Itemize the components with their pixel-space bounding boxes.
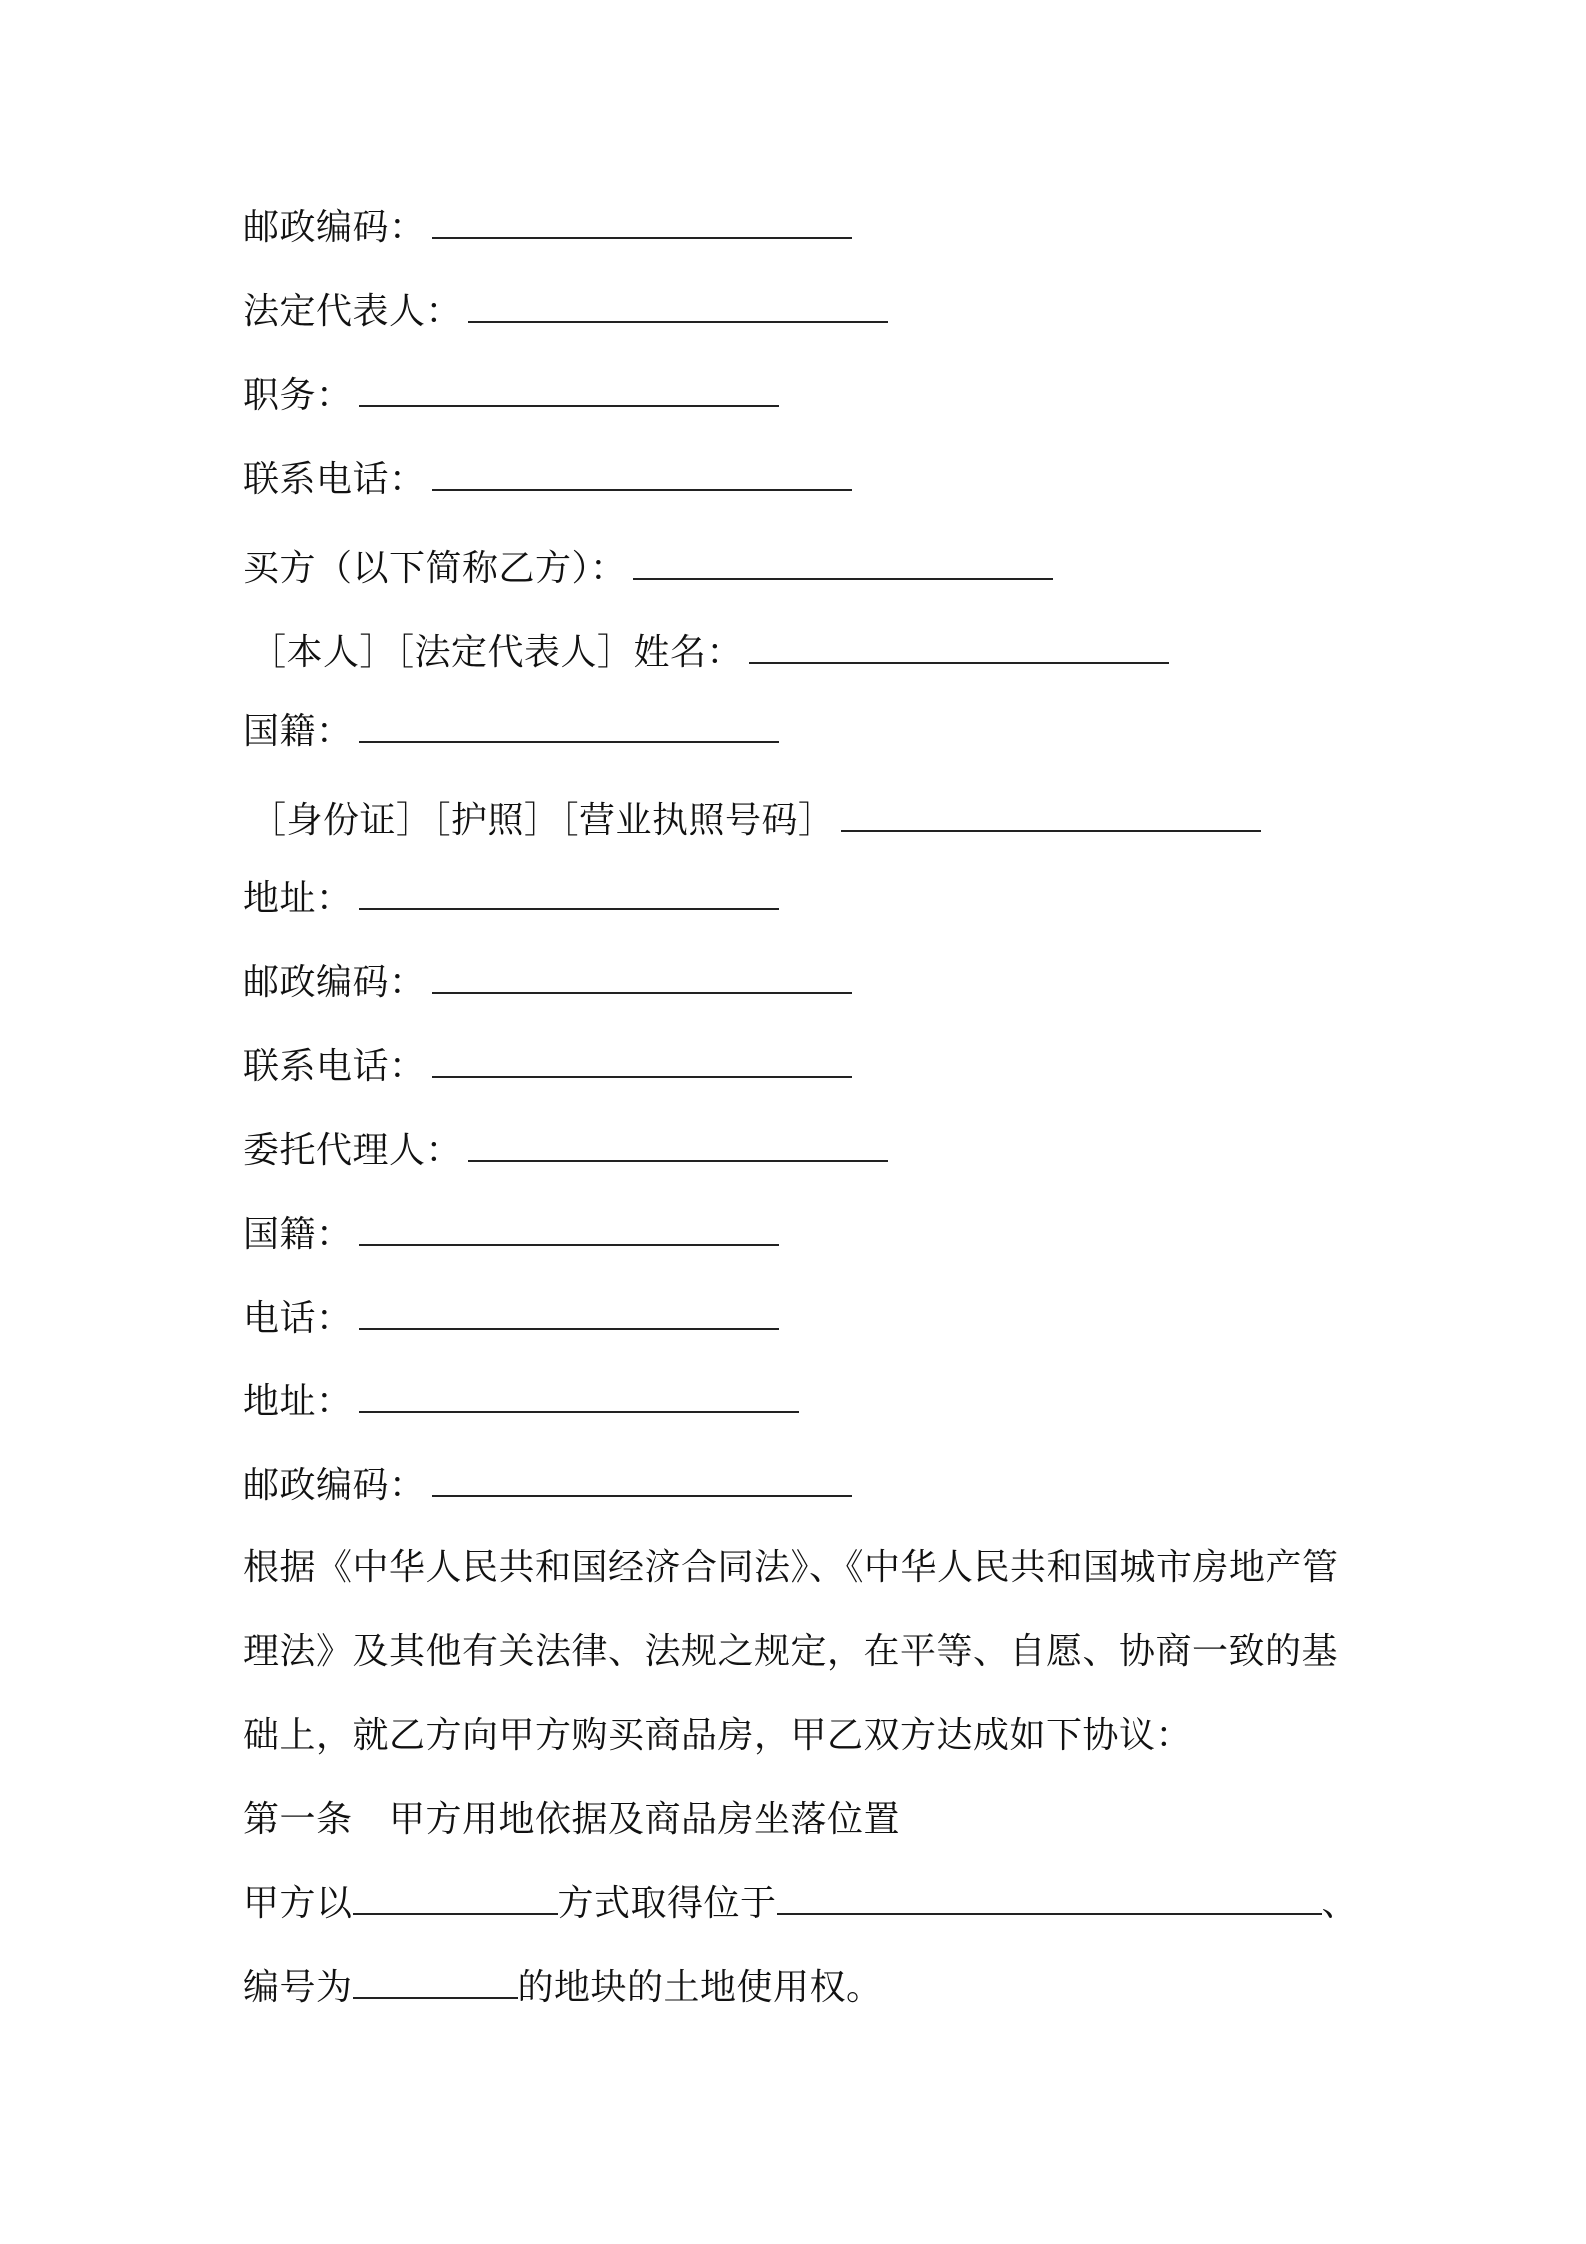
clause-text-number: 编号为	[243, 1967, 353, 2008]
id-number-label: ［身份证］［护照］［营业执照号码］	[250, 800, 835, 841]
buyer-postal-code-row	[243, 957, 852, 1009]
agent-nationality-row	[243, 1209, 779, 1261]
id-number-blank[interactable]	[841, 796, 1261, 832]
agent-address-blank[interactable]	[359, 1377, 799, 1413]
id-number-row	[250, 795, 1261, 847]
paragraph-line-3: 础上，就乙方向甲方购买商品房，甲乙双方达成如下协议：	[243, 1715, 1193, 1756]
buyer-contact-phone-label: 联系电话：	[243, 1046, 426, 1087]
agent-address-row	[243, 1376, 799, 1428]
buyer-name-row	[250, 627, 1169, 679]
agent-postal-code-row	[243, 1460, 852, 1512]
nationality-row	[243, 706, 779, 758]
agent-nationality-label: 国籍：	[243, 1214, 353, 1255]
agent-nationality-blank[interactable]	[359, 1210, 779, 1246]
article-1-number-row	[243, 1962, 883, 2014]
contact-phone-blank[interactable]	[432, 455, 852, 491]
address-row	[243, 873, 779, 925]
position-blank[interactable]	[359, 371, 779, 407]
buyer-label: 买方（以下简称乙方）：	[243, 548, 627, 589]
acquisition-method-blank[interactable]	[353, 1879, 558, 1915]
address-label: 地址：	[243, 878, 353, 919]
agent-row	[243, 1125, 888, 1177]
legal-representative-row	[243, 286, 888, 338]
nationality-blank[interactable]	[359, 707, 779, 743]
agent-label: 委托代理人：	[243, 1130, 463, 1171]
article-1-clause-row	[243, 1878, 1358, 1930]
paragraph-line-1: 根据《中华人民共和国经济合同法》、《中华人民共和国城市房地产管	[243, 1547, 1339, 1588]
clause-text-method: 甲方以	[243, 1883, 353, 1924]
buyer-postal-code-blank[interactable]	[432, 958, 852, 994]
buyer-blank[interactable]	[633, 544, 1053, 580]
nationality-label: 国籍：	[243, 711, 353, 752]
paragraph-line-2: 理法》及其他有关法律、法规之规定，在平等、自愿、协商一致的基	[243, 1631, 1339, 1672]
agent-postal-code-label: 邮政编码：	[243, 1465, 426, 1506]
buyer-contact-phone-blank[interactable]	[432, 1042, 852, 1078]
article-1-heading: 第一条 甲方用地依据及商品房坐落位置	[243, 1799, 901, 1840]
agent-phone-blank[interactable]	[359, 1294, 779, 1330]
clause-text-comma: 、	[1321, 1883, 1359, 1924]
buyer-row	[243, 543, 1053, 595]
postal-code-label: 邮政编码：	[243, 207, 426, 248]
position-label: 职务：	[243, 375, 353, 416]
clause-text-land-use: 的地块的土地使用权。	[517, 1967, 883, 2008]
plot-number-blank[interactable]	[353, 1963, 518, 1999]
contact-phone-label: 联系电话：	[243, 459, 426, 500]
agent-phone-label: 电话：	[243, 1298, 353, 1339]
address-blank[interactable]	[359, 874, 779, 910]
agent-address-label: 地址：	[243, 1381, 353, 1422]
legal-representative-blank[interactable]	[468, 287, 888, 323]
postal-code-blank[interactable]	[432, 203, 852, 239]
buyer-name-label: ［本人］［法定代表人］姓名：	[250, 632, 744, 673]
buyer-postal-code-label: 邮政编码：	[243, 962, 426, 1003]
buyer-contact-phone-row	[243, 1041, 852, 1093]
land-location-blank[interactable]	[777, 1879, 1322, 1915]
clause-text-location: 方式取得位于	[557, 1883, 777, 1924]
contact-phone-row	[243, 454, 852, 506]
agent-blank[interactable]	[468, 1126, 888, 1162]
agent-postal-code-blank[interactable]	[432, 1461, 852, 1497]
agent-phone-row	[243, 1293, 779, 1345]
postal-code-row	[243, 202, 852, 254]
legal-representative-label: 法定代表人：	[243, 291, 463, 332]
buyer-name-blank[interactable]	[749, 628, 1169, 664]
position-row	[243, 370, 779, 422]
